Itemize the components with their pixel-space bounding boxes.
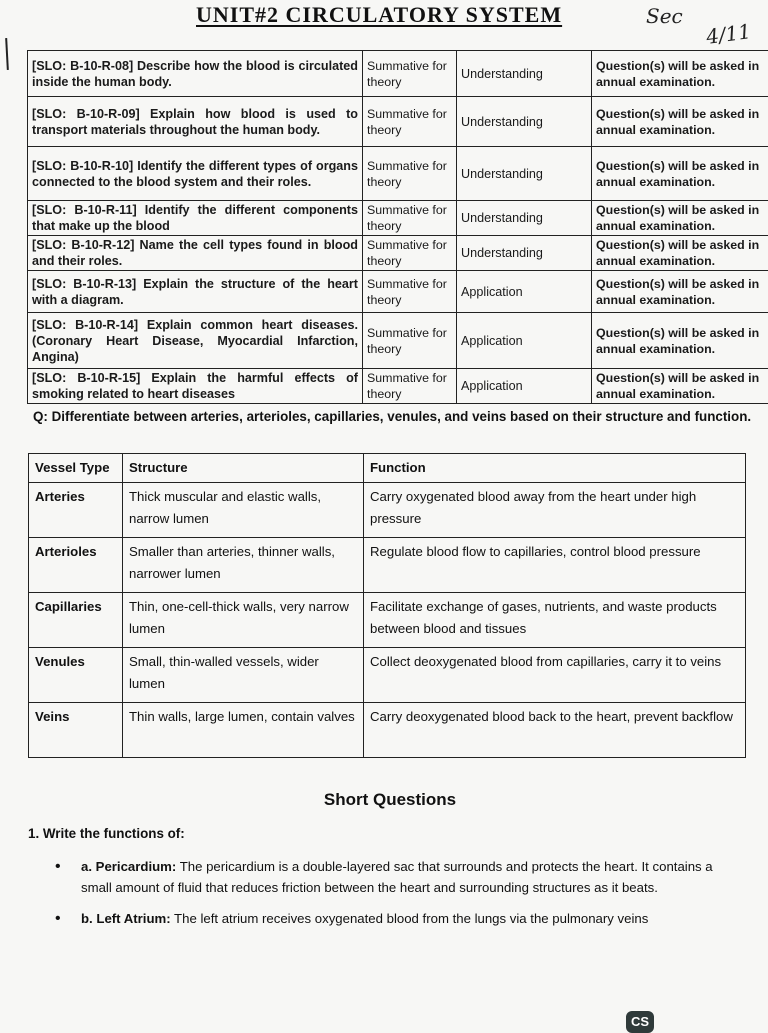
- handwritten-note: Sec: [646, 4, 683, 28]
- vessel-function: Facilitate exchange of gases, nutrients, and waste products between blood and tissues: [364, 593, 746, 648]
- short-questions-heading: Short Questions: [0, 790, 768, 810]
- vessel-function: Carry oxygenated blood away from the heart under high pressure: [364, 483, 746, 538]
- slo-row: [28, 97, 768, 147]
- slo-exam-note: Question(s) will be asked in annual examination.: [592, 369, 768, 404]
- slo-description: [SLO: B-10-R-14] Explain common heart diseases. (Coronary Heart Disease, Myocardial Infarction, Angina): [28, 313, 363, 369]
- slo-exam-note: Question(s) will be asked in annual examination.: [592, 97, 768, 147]
- slo-exam-note: Question(s) will be asked in annual examination.: [592, 201, 768, 236]
- bullet-icon: •: [55, 908, 61, 929]
- answer-item: [53, 908, 743, 929]
- slo-table: [27, 50, 768, 404]
- slo-row: [28, 51, 768, 97]
- slo-row: [28, 313, 768, 369]
- vessel-type: Arterioles: [29, 538, 123, 593]
- question-1: 1. Write the functions of:: [28, 826, 185, 841]
- vessel-structure: Thin walls, large lumen, contain valves: [123, 703, 364, 758]
- slo-assessment: Summative for theory: [363, 51, 457, 97]
- slo-row: [28, 369, 768, 404]
- slo-cognitive-level: Application: [457, 313, 592, 369]
- vessel-function: Regulate blood flow to capillaries, control blood pressure: [364, 538, 746, 593]
- camscanner-logo: CS: [626, 1011, 654, 1033]
- slo-description: [SLO: B-10-R-15] Explain the harmful effects of smoking related to heart diseases: [28, 369, 363, 404]
- slo-row: [28, 271, 768, 313]
- slo-cognitive-level: Understanding: [457, 97, 592, 147]
- question-text: Q: Differentiate between arteries, arterioles, capillaries, venules, and veins based on their structure and function.: [33, 406, 753, 427]
- slo-description: [SLO: B-10-R-12] Name the cell types found in blood and their roles.: [28, 236, 363, 271]
- slo-exam-note: Question(s) will be asked in annual examination.: [592, 147, 768, 201]
- vessel-structure: Smaller than arteries, thinner walls, narrower lumen: [123, 538, 364, 593]
- slo-assessment: Summative for theory: [363, 236, 457, 271]
- slo-cognitive-level: Understanding: [457, 147, 592, 201]
- slo-description: [SLO: B-10-R-11] Identify the different components that make up the blood: [28, 201, 363, 236]
- vessel-row: [29, 648, 746, 703]
- slo-row: [28, 147, 768, 201]
- slo-assessment: Summative for theory: [363, 201, 457, 236]
- vessel-function: Carry deoxygenated blood back to the heart, prevent backflow: [364, 703, 746, 758]
- answer-item: [53, 856, 743, 898]
- slo-exam-note: Question(s) will be asked in annual examination.: [592, 271, 768, 313]
- answer-list: [53, 856, 743, 939]
- slo-cognitive-level: Understanding: [457, 51, 592, 97]
- vessel-row: [29, 483, 746, 538]
- slo-assessment: Summative for theory: [363, 271, 457, 313]
- header-function: Function: [364, 454, 746, 483]
- vessel-row: [29, 593, 746, 648]
- slo-cognitive-level: Application: [457, 271, 592, 313]
- vessel-table-header-row: [29, 454, 746, 483]
- slo-exam-note: Question(s) will be asked in annual examination.: [592, 313, 768, 369]
- vessel-structure: Thick muscular and elastic walls, narrow lumen: [123, 483, 364, 538]
- answer-text: The pericardium is a double-layered sac that surrounds and protects the heart. It contains a small amount of fluid that reduces friction between the heart and surrounding structures as it beats.: [81, 859, 713, 895]
- header-vessel-type: Vessel Type: [29, 454, 123, 483]
- vessel-structure: Small, thin-walled vessels, wider lumen: [123, 648, 364, 703]
- answer-term: b. Left Atrium:: [81, 911, 171, 926]
- slo-exam-note: Question(s) will be asked in annual examination.: [592, 236, 768, 271]
- slo-cognitive-level: Application: [457, 369, 592, 404]
- slo-description: [SLO: B-10-R-10] Identify the different types of organs connected to the blood system and their roles.: [28, 147, 363, 201]
- answer-text: The left atrium receives oxygenated blood from the lungs via the pulmonary veins: [171, 911, 649, 926]
- page-title: UNIT#2 CIRCULATORY SYSTEM: [196, 2, 562, 28]
- vessel-row: [29, 538, 746, 593]
- vessel-type: Veins: [29, 703, 123, 758]
- slo-cognitive-level: Understanding: [457, 201, 592, 236]
- vessel-structure: Thin, one-cell-thick walls, very narrow lumen: [123, 593, 364, 648]
- slo-assessment: Summative for theory: [363, 369, 457, 404]
- vessel-type: Capillaries: [29, 593, 123, 648]
- slo-assessment: Summative for theory: [363, 313, 457, 369]
- margin-pen-mark: [5, 38, 9, 70]
- slo-exam-note: Question(s) will be asked in annual examination.: [592, 51, 768, 97]
- bullet-icon: •: [55, 856, 61, 877]
- handwritten-date: 4/11: [705, 19, 753, 49]
- slo-assessment: Summative for theory: [363, 147, 457, 201]
- slo-description: [SLO: B-10-R-13] Explain the structure of the heart with a diagram.: [28, 271, 363, 313]
- header-structure: Structure: [123, 454, 364, 483]
- slo-cognitive-level: Understanding: [457, 236, 592, 271]
- vessel-row: [29, 703, 746, 758]
- slo-description: [SLO: B-10-R-09] Explain how blood is used to transport materials throughout the human body.: [28, 97, 363, 147]
- vessel-comparison-table: [28, 453, 746, 758]
- vessel-type: Arteries: [29, 483, 123, 538]
- slo-row: [28, 201, 768, 236]
- slo-assessment: Summative for theory: [363, 97, 457, 147]
- answer-term: a. Pericardium:: [81, 859, 176, 874]
- vessel-type: Venules: [29, 648, 123, 703]
- vessel-function: Collect deoxygenated blood from capillaries, carry it to veins: [364, 648, 746, 703]
- slo-row: [28, 236, 768, 271]
- slo-description: [SLO: B-10-R-08] Describe how the blood is circulated inside the human body.: [28, 51, 363, 97]
